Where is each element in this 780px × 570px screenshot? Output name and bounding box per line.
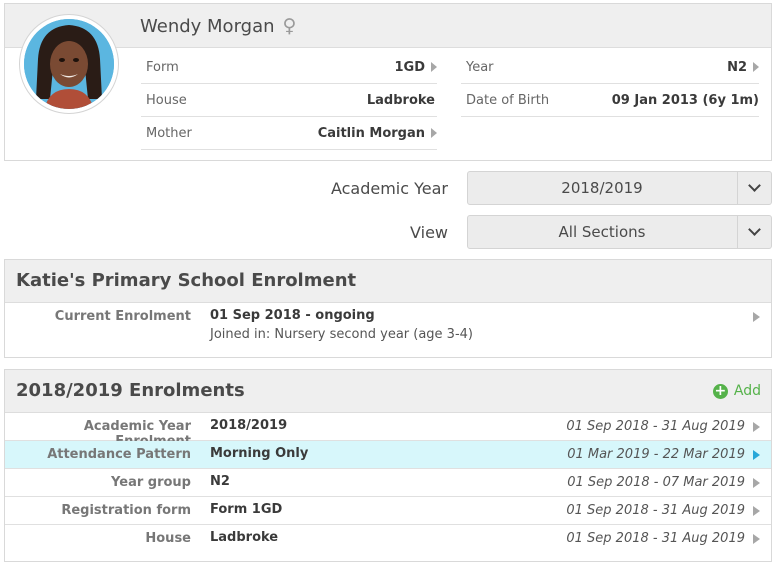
row-dates: 01 Sep 2018 - 31 Aug 2019 bbox=[566, 419, 745, 434]
chevron-right-icon[interactable] bbox=[753, 312, 760, 322]
house-label: House bbox=[146, 92, 187, 108]
dob-label: Date of Birth bbox=[466, 92, 550, 108]
row-dates: 01 Mar 2019 - 22 Mar 2019 bbox=[567, 447, 745, 462]
chevron-right-icon bbox=[753, 450, 760, 460]
plus-circle-icon: + bbox=[714, 382, 727, 399]
row-label: Year group bbox=[111, 475, 191, 490]
add-label: Add bbox=[733, 383, 761, 399]
chevron-right-icon bbox=[431, 128, 437, 138]
chevron-down-icon bbox=[748, 223, 761, 236]
year-label: Year bbox=[466, 59, 494, 75]
female-icon: ♀ bbox=[282, 15, 297, 37]
year-value: N2 bbox=[727, 59, 747, 75]
school-enrolment-title: Katie's Primary School Enrolment bbox=[16, 270, 357, 291]
student-name-text: Wendy Morgan bbox=[140, 16, 275, 37]
current-enrolment-value: 01 Sep 2018 - ongoing bbox=[210, 308, 375, 323]
mother-field[interactable] bbox=[141, 117, 437, 150]
view-dropdown-button[interactable] bbox=[737, 216, 771, 248]
academic-year-select[interactable] bbox=[467, 171, 772, 205]
row-dates: 01 Sep 2018 - 31 Aug 2019 bbox=[566, 503, 745, 518]
avatar bbox=[19, 14, 119, 114]
current-enrolment-label: Current Enrolment bbox=[54, 309, 191, 324]
table-row[interactable] bbox=[5, 525, 771, 553]
academic-year-value: 2018/2019 bbox=[561, 179, 643, 197]
student-photo bbox=[24, 19, 114, 109]
current-enrolment-row[interactable] bbox=[5, 303, 771, 357]
student-profile-card bbox=[4, 3, 772, 161]
row-value: Ladbroke bbox=[210, 530, 279, 545]
view-select[interactable] bbox=[467, 215, 772, 249]
school-enrolment-panel bbox=[4, 259, 772, 358]
mother-label: Mother bbox=[146, 125, 192, 141]
form-label: Form bbox=[146, 59, 179, 75]
mother-value: Caitlin Morgan bbox=[317, 125, 425, 141]
row-label: Attendance Pattern bbox=[47, 447, 191, 462]
form-field[interactable] bbox=[141, 51, 437, 84]
year-enrolments-title: 2018/2019 Enrolments bbox=[16, 380, 245, 401]
add-enrolment-button[interactable] bbox=[713, 383, 761, 399]
table-row[interactable] bbox=[5, 441, 771, 469]
chevron-right-icon bbox=[753, 478, 760, 488]
row-value: 2018/2019 bbox=[210, 418, 288, 433]
chevron-right-icon bbox=[753, 62, 759, 72]
student-photo-image bbox=[24, 19, 114, 109]
profile-header bbox=[5, 4, 771, 48]
row-label: House bbox=[145, 531, 191, 546]
current-enrolment-detail: Joined in: Nursery second year (age 3-4) bbox=[210, 327, 473, 342]
chevron-right-icon bbox=[753, 506, 760, 516]
row-value: Morning Only bbox=[210, 446, 309, 461]
chevron-right-icon bbox=[431, 62, 437, 72]
academic-year-row bbox=[0, 171, 780, 207]
house-value: Ladbroke bbox=[366, 92, 435, 108]
table-row[interactable] bbox=[5, 497, 771, 525]
row-label: Academic Year bbox=[83, 419, 191, 434]
dob-value: 09 Jan 2013 (6y 1m) bbox=[611, 92, 759, 108]
house-field bbox=[141, 84, 437, 117]
row-value: Form 1GD bbox=[210, 502, 283, 517]
chevron-right-icon bbox=[753, 422, 760, 432]
table-row[interactable] bbox=[5, 413, 771, 441]
form-value: 1GD bbox=[394, 59, 425, 75]
row-value: N2 bbox=[210, 474, 230, 489]
table-row[interactable] bbox=[5, 469, 771, 497]
academic-year-dropdown-button[interactable] bbox=[737, 172, 771, 204]
view-label: View bbox=[410, 223, 448, 242]
view-value: All Sections bbox=[558, 223, 646, 241]
dob-field bbox=[461, 84, 759, 117]
row-dates: 01 Sep 2018 - 31 Aug 2019 bbox=[566, 531, 745, 546]
year-field[interactable] bbox=[461, 51, 759, 84]
school-enrolment-header bbox=[5, 260, 771, 303]
academic-year-label: Academic Year bbox=[330, 179, 448, 198]
year-enrolments-panel bbox=[4, 369, 772, 562]
view-row bbox=[0, 215, 780, 251]
chevron-down-icon bbox=[748, 179, 761, 192]
row-label: Registration form bbox=[61, 503, 191, 518]
student-name bbox=[140, 15, 296, 37]
year-enrolments-header bbox=[5, 370, 771, 413]
row-dates: 01 Sep 2018 - 07 Mar 2019 bbox=[567, 475, 745, 490]
chevron-right-icon bbox=[753, 534, 760, 544]
